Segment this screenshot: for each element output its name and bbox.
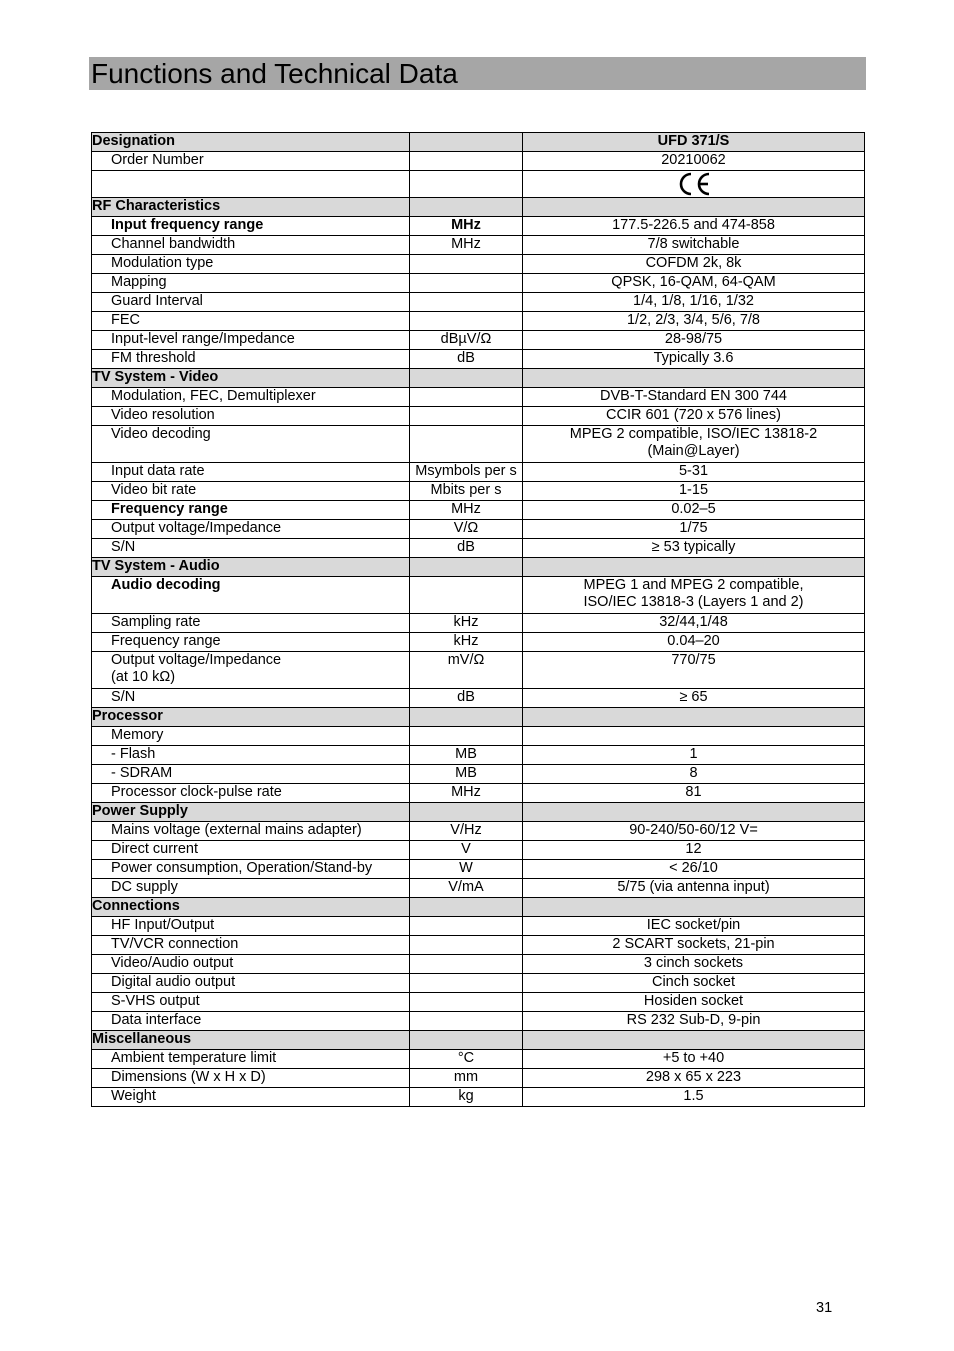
spec-value: 1.5	[523, 1088, 865, 1107]
spec-row	[92, 765, 865, 784]
spec-unit	[410, 936, 523, 955]
section-header-audio	[92, 558, 865, 577]
section-header-connections	[92, 898, 865, 917]
spec-unit	[410, 274, 523, 293]
spec-label: Digital audio output	[92, 974, 410, 993]
spec-unit	[410, 388, 523, 407]
spec-unit: dBµV/Ω	[410, 331, 523, 350]
spec-label: Direct current	[92, 841, 410, 860]
spec-label: Dimensions (W x H x D)	[92, 1069, 410, 1088]
spec-label: Frequency range	[92, 633, 410, 652]
spec-row	[92, 577, 865, 614]
spec-row	[92, 1069, 865, 1088]
spec-value: 32/44,1/48	[523, 614, 865, 633]
spec-label: Modulation type	[92, 255, 410, 274]
spec-value: 3 cinch sockets	[523, 955, 865, 974]
spec-unit: MHz	[410, 784, 523, 803]
spec-label: Mains voltage (external mains adapter)	[92, 822, 410, 841]
spec-label: FEC	[92, 312, 410, 331]
spec-unit: °C	[410, 1050, 523, 1069]
spec-row	[92, 917, 865, 936]
spec-label: Sampling rate	[92, 614, 410, 633]
spec-label: Input data rate	[92, 463, 410, 482]
spec-label: Video resolution	[92, 407, 410, 426]
spec-row	[92, 274, 865, 293]
spec-value: 7/8 switchable	[523, 236, 865, 255]
spec-unit	[410, 1012, 523, 1031]
section-header-rf	[92, 198, 865, 217]
spec-row	[92, 426, 865, 463]
spec-label: Ambient temperature limit	[92, 1050, 410, 1069]
spec-label: Output voltage/Impedance	[92, 520, 410, 539]
spec-unit	[410, 407, 523, 426]
spec-label: Video/Audio output	[92, 955, 410, 974]
section-header-misc	[92, 1031, 865, 1050]
spec-row	[92, 784, 865, 803]
spec-value: 12	[523, 841, 865, 860]
spec-value: 1-15	[523, 482, 865, 501]
spec-row	[92, 350, 865, 369]
spec-value: 1/75	[523, 520, 865, 539]
order-label: Order Number	[92, 152, 410, 171]
spec-unit	[410, 955, 523, 974]
section-title: Processor	[92, 708, 410, 727]
section-title: Connections	[92, 898, 410, 917]
spec-row	[92, 539, 865, 558]
spec-value: 2 SCART sockets, 21-pin	[523, 936, 865, 955]
order-number: 20210062	[523, 152, 865, 171]
spec-row	[92, 974, 865, 993]
spec-row	[92, 520, 865, 539]
spec-unit: mm	[410, 1069, 523, 1088]
spec-unit	[410, 974, 523, 993]
spec-row	[92, 407, 865, 426]
section-title: Miscellaneous	[92, 1031, 410, 1050]
spec-row	[92, 1088, 865, 1107]
spec-value: 81	[523, 784, 865, 803]
spec-unit: V/Hz	[410, 822, 523, 841]
spec-row	[92, 614, 865, 633]
spec-value: COFDM 2k, 8k	[523, 255, 865, 274]
spec-label: S/N	[92, 689, 410, 708]
spec-label: TV/VCR connection	[92, 936, 410, 955]
spec-value: MPEG 2 compatible, ISO/IEC 13818-2 (Main@Layer)	[523, 426, 865, 463]
spec-label: - SDRAM	[92, 765, 410, 784]
spec-value: +5 to +40	[523, 1050, 865, 1069]
spec-unit: kHz	[410, 614, 523, 633]
spec-value: 770/75	[523, 652, 865, 689]
spec-unit	[410, 426, 523, 463]
spec-unit: kHz	[410, 633, 523, 652]
spec-row	[92, 1050, 865, 1069]
spec-label: Audio decoding	[92, 577, 410, 614]
spec-row	[92, 860, 865, 879]
spec-label: S-VHS output	[92, 993, 410, 1012]
spec-value: Typically 3.6	[523, 350, 865, 369]
spec-table	[91, 132, 865, 1107]
spec-unit	[410, 993, 523, 1012]
spec-label: Modulation, FEC, Demultiplexer	[92, 388, 410, 407]
spec-value: ≥ 53 typically	[523, 539, 865, 558]
spec-unit	[410, 255, 523, 274]
spec-row	[92, 236, 865, 255]
spec-unit: Msymbols per s	[410, 463, 523, 482]
spec-unit: MB	[410, 765, 523, 784]
spec-value: 298 x 65 x 223	[523, 1069, 865, 1088]
spec-value: IEC socket/pin	[523, 917, 865, 936]
spec-value: 28-98/75	[523, 331, 865, 350]
spec-unit	[410, 577, 523, 614]
spec-label: DC supply	[92, 879, 410, 898]
section-header-power	[92, 803, 865, 822]
spec-label: Memory	[92, 727, 410, 746]
spec-row	[92, 727, 865, 746]
section-title: Power Supply	[92, 803, 410, 822]
spec-unit: MHz	[410, 501, 523, 520]
spec-value: 8	[523, 765, 865, 784]
spec-value: 5/75 (via antenna input)	[523, 879, 865, 898]
header-row	[92, 133, 865, 152]
spec-label: Video decoding	[92, 426, 410, 463]
spec-unit	[410, 917, 523, 936]
spec-unit: V	[410, 841, 523, 860]
spec-label: FM threshold	[92, 350, 410, 369]
spec-unit	[410, 727, 523, 746]
spec-value	[523, 727, 865, 746]
spec-row	[92, 633, 865, 652]
spec-unit: dB	[410, 689, 523, 708]
spec-unit: dB	[410, 539, 523, 558]
spec-label: Input-level range/Impedance	[92, 331, 410, 350]
spec-unit	[410, 312, 523, 331]
spec-value: RS 232 Sub-D, 9-pin	[523, 1012, 865, 1031]
spec-value: 0.04–20	[523, 633, 865, 652]
spec-unit: MB	[410, 746, 523, 765]
spec-value: Cinch socket	[523, 974, 865, 993]
spec-row	[92, 689, 865, 708]
spec-unit: dB	[410, 350, 523, 369]
spec-row	[92, 501, 865, 520]
section-title: RF Characteristics	[92, 198, 410, 217]
spec-value: 5-31	[523, 463, 865, 482]
page-number: 31	[816, 1300, 833, 1316]
model-name: UFD 371/S	[523, 133, 865, 152]
page-title-bar	[89, 57, 866, 90]
spec-row	[92, 331, 865, 350]
spec-unit: MHz	[410, 217, 523, 236]
section-header-video	[92, 369, 865, 388]
spec-value: CCIR 601 (720 x 576 lines)	[523, 407, 865, 426]
spec-row	[92, 388, 865, 407]
spec-row	[92, 1012, 865, 1031]
spec-value: ≥ 65	[523, 689, 865, 708]
section-title: TV System - Audio	[92, 558, 410, 577]
spec-row	[92, 463, 865, 482]
spec-unit: kg	[410, 1088, 523, 1107]
spec-label: Mapping	[92, 274, 410, 293]
spec-row	[92, 993, 865, 1012]
spec-row	[92, 955, 865, 974]
ce-row	[92, 171, 865, 198]
spec-label: - Flash	[92, 746, 410, 765]
spec-value: 1	[523, 746, 865, 765]
spec-unit: V/mA	[410, 879, 523, 898]
spec-row	[92, 293, 865, 312]
ce-mark-icon	[675, 171, 713, 197]
spec-row	[92, 879, 865, 898]
designation-label: Designation	[92, 133, 410, 152]
spec-value: QPSK, 16-QAM, 64-QAM	[523, 274, 865, 293]
spec-row	[92, 217, 865, 236]
spec-value: 90-240/50-60/12 V=	[523, 822, 865, 841]
spec-value: 1/4, 1/8, 1/16, 1/32	[523, 293, 865, 312]
spec-row	[92, 936, 865, 955]
spec-unit: W	[410, 860, 523, 879]
spec-value: MPEG 1 and MPEG 2 compatible, ISO/IEC 13818-3 (Layers 1 and 2)	[523, 577, 865, 614]
spec-row	[92, 482, 865, 501]
spec-row	[92, 841, 865, 860]
page-title: Functions and Technical Data	[91, 58, 458, 89]
spec-row	[92, 746, 865, 765]
spec-value: DVB-T-Standard EN 300 744	[523, 388, 865, 407]
spec-label: S/N	[92, 539, 410, 558]
spec-label: HF Input/Output	[92, 917, 410, 936]
spec-value: 0.02–5	[523, 501, 865, 520]
spec-label: Data interface	[92, 1012, 410, 1031]
spec-label: Input frequency range	[92, 217, 410, 236]
spec-label: Channel bandwidth	[92, 236, 410, 255]
spec-label: Power consumption, Operation/Stand-by	[92, 860, 410, 879]
spec-row	[92, 652, 865, 689]
spec-unit: MHz	[410, 236, 523, 255]
spec-value: 177.5-226.5 and 474-858	[523, 217, 865, 236]
spec-label: Video bit rate	[92, 482, 410, 501]
spec-label: Weight	[92, 1088, 410, 1107]
section-title: TV System - Video	[92, 369, 410, 388]
spec-value: Hosiden socket	[523, 993, 865, 1012]
spec-label: Output voltage/Impedance (at 10 kΩ)	[92, 652, 410, 689]
spec-label: Guard Interval	[92, 293, 410, 312]
spec-unit: mV/Ω	[410, 652, 523, 689]
spec-value: < 26/10	[523, 860, 865, 879]
spec-row	[92, 822, 865, 841]
spec-value: 1/2, 2/3, 3/4, 5/6, 7/8	[523, 312, 865, 331]
spec-unit: V/Ω	[410, 520, 523, 539]
spec-row	[92, 312, 865, 331]
spec-label: Frequency range	[92, 501, 410, 520]
spec-unit: Mbits per s	[410, 482, 523, 501]
spec-label: Processor clock-pulse rate	[92, 784, 410, 803]
section-header-processor	[92, 708, 865, 727]
spec-unit	[410, 293, 523, 312]
order-row	[92, 152, 865, 171]
spec-row	[92, 255, 865, 274]
